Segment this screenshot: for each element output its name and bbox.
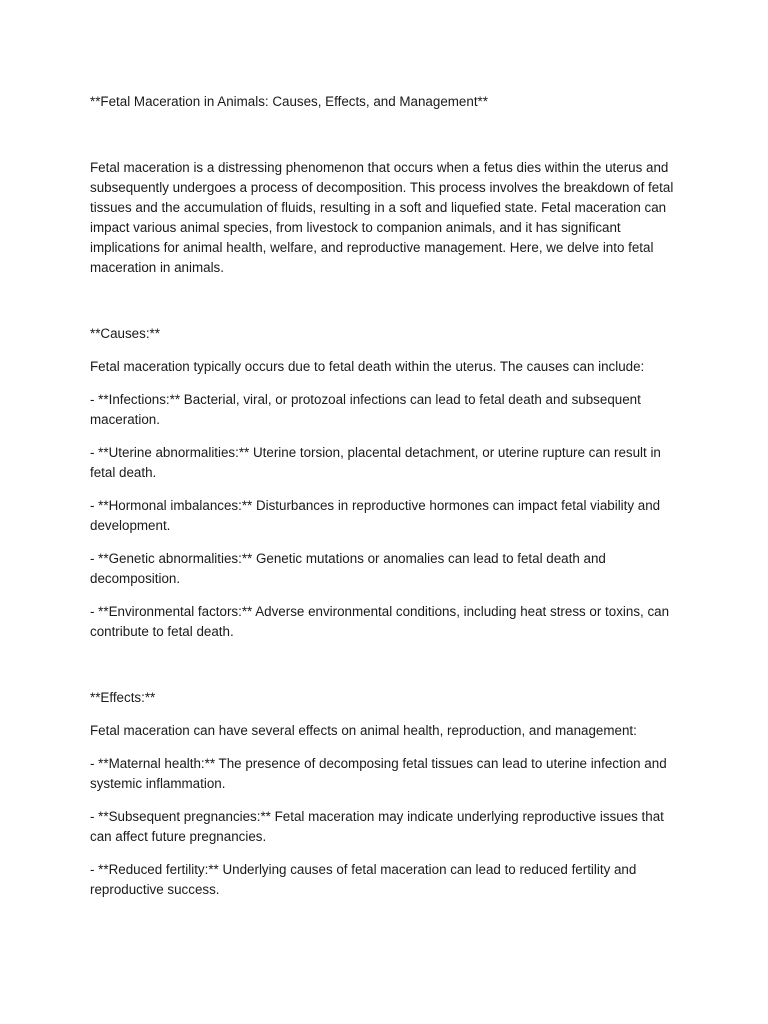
causes-item-infections: - **Infections:** Bacterial, viral, or protozoal infections can lead to fetal death and subsequent maceration.	[90, 392, 641, 427]
effects-item-reduced-fertility: - **Reduced fertility:** Underlying causes of fetal maceration can lead to reduced fertility and reproductive success.	[90, 862, 637, 897]
intro-paragraph: Fetal maceration is a distressing phenomenon that occurs when a fetus dies within the uterus and subsequently undergoes a process of decomposition. This process involves the breakdown of fetal tissues and the accumulation of fluids, resulting in a soft and liquefied state. Fetal maceration can impact various animal species, from livestock to companion animals, and it has significant implications for animal health, welfare, and reproductive management. Here, we delve into fetal maceration in animals.	[90, 160, 674, 275]
document-title: **Fetal Maceration in Animals: Causes, Effects, and Management**	[90, 94, 488, 109]
causes-item-hormonal-imbalances: - **Hormonal imbalances:** Disturbances in reproductive hormones can impact fetal viability and development.	[90, 498, 661, 533]
causes-item-environmental-factors: - **Environmental factors:** Adverse environmental conditions, including heat stress or toxins, can contribute to fetal death.	[90, 604, 670, 639]
effects-lead: Fetal maceration can have several effects on animal health, reproduction, and management:	[90, 723, 637, 738]
document-body	[90, 92, 680, 913]
causes-heading: **Causes:**	[90, 326, 160, 341]
effects-item-maternal-health: - **Maternal health:** The presence of decomposing fetal tissues can lead to uterine infection and systemic inflammation.	[90, 756, 667, 791]
causes-lead: Fetal maceration typically occurs due to fetal death within the uterus. The causes can include:	[90, 359, 645, 374]
causes-item-genetic-abnormalities: - **Genetic abnormalities:** Genetic mutations or anomalies can lead to fetal death and decomposition.	[90, 551, 606, 586]
effects-item-subsequent-pregnancies: - **Subsequent pregnancies:** Fetal maceration may indicate underlying reproductive issues that can affect future pregnancies.	[90, 809, 664, 844]
effects-heading: **Effects:**	[90, 690, 156, 705]
causes-item-uterine-abnormalities: - **Uterine abnormalities:** Uterine torsion, placental detachment, or uterine rupture can result in fetal death.	[90, 445, 661, 480]
